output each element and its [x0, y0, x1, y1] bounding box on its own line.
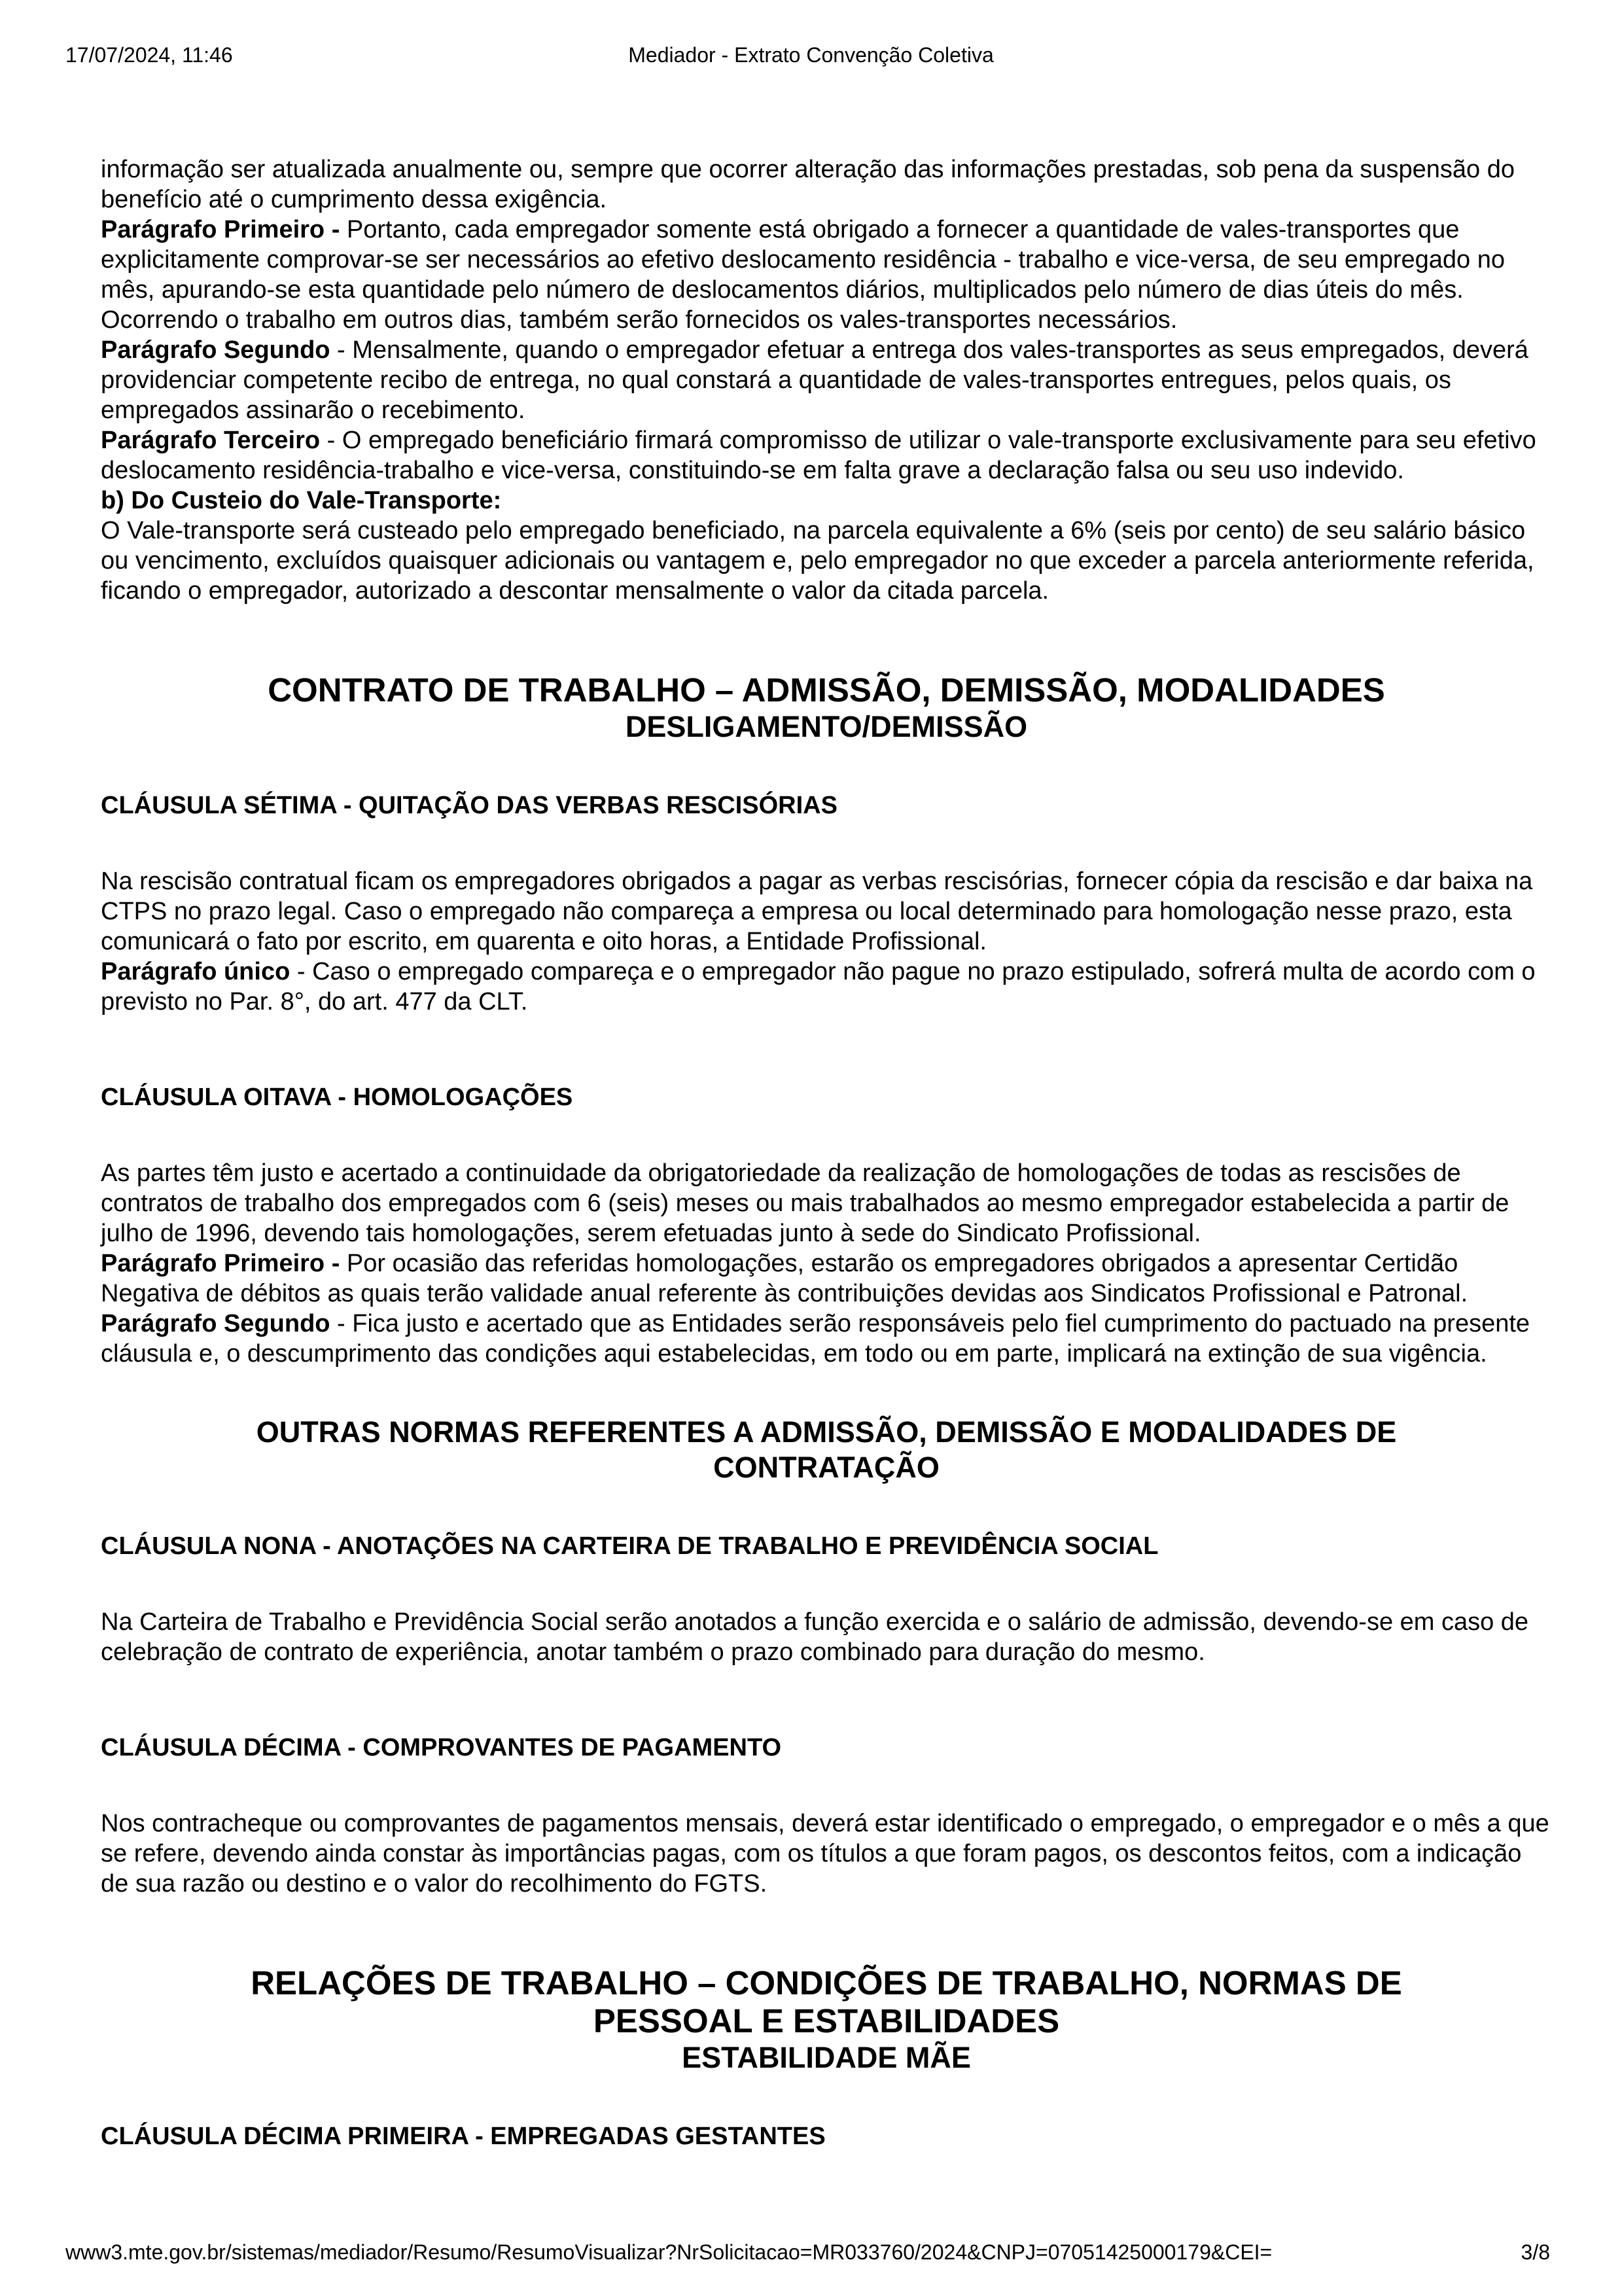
- paragraph-text: Por ocasião das referidas homologações, estarão os empregadores obrigados a apresentar Certidão Negativa de débitos as quais terão validade anual referente às contribuições devidas aos Sindicatos Profissional e Patronal.: [101, 1250, 1468, 1307]
- print-footer-url: www3.mte.gov.br/sistemas/mediador/Resumo/ResumoVisualizar?NrSolicitacao=MR033760/2024&CNPJ=07051425000179&CEI=: [65, 2240, 1273, 2264]
- paragraph-label: Parágrafo Primeiro -: [101, 216, 340, 243]
- paragraph-terceiro: [101, 425, 1552, 486]
- section-title-contrato: CONTRATO DE TRABALHO – ADMISSÃO, DEMISSÃO, MODALIDADES: [268, 671, 1385, 709]
- paragraph-label: Parágrafo único: [101, 958, 291, 985]
- print-footer-page-number: 3/8: [1521, 2240, 1550, 2264]
- clause-body-nona: Na Carteira de Trabalho e Previdência Social serão anotados a função exercida e o salário de admissão, devendo-se em caso de celebração de contrato de experiência, anotar também o prazo combinado para duração do mesmo.: [101, 1608, 1529, 1666]
- clause-title-oitava: CLÁUSULA OITAVA - HOMOLOGAÇÕES: [101, 1084, 573, 1111]
- clause-title-setima: CLÁUSULA SÉTIMA - QUITAÇÃO DAS VERBAS RESCISÓRIAS: [101, 792, 837, 819]
- custeio-paragraph: O Vale-transporte será custeado pelo empregado beneficiado, na parcela equivalente a 6% (seis por cento) de seu salário básico ou vencimento, excluídos quaisquer adicionais ou vantagem e, pelo empregador no que exceder a parcela anteriormente referida, ficando o empregador, autorizado a descontar mensalmente o valor da citada parcela.: [101, 517, 1534, 605]
- print-header-datetime: 17/07/2024, 11:46: [65, 43, 233, 67]
- section-title-relacoes: RELAÇÕES DE TRABALHO – CONDIÇÕES DE TRABALHO, NORMAS DE PESSOAL E ESTABILIDADES: [251, 1964, 1402, 2040]
- print-header-title: Mediador - Extrato Convenção Coletiva: [628, 43, 994, 67]
- clause-body-oitava: As partes têm justo e acertado a continuidade da obrigatoriedade da realização de homologações de todas as rescisões de contratos de trabalho dos empregados com 6 (seis) meses ou mais trabalhados ao mesmo empregador estabelecida a partir de julho de 1996, devendo tais homologações, serem efetuadas junto à sede do Sindicato Profissional.: [101, 1159, 1509, 1247]
- section-title-outras-normas: OUTRAS NORMAS REFERENTES A ADMISSÃO, DEMISSÃO E MODALIDADES DE CONTRATAÇÃO: [256, 1415, 1397, 1484]
- clause-title-decima-primeira: CLÁUSULA DÉCIMA PRIMEIRA - EMPREGADAS GESTANTES: [101, 2123, 826, 2150]
- custeio-heading: b) Do Custeio do Vale-Transporte:: [101, 487, 502, 514]
- paragraph-unico: [101, 957, 1552, 1017]
- paragraph-primeiro-oitava: [101, 1248, 1552, 1309]
- clause-body-setima: Na rescisão contratual ficam os empregadores obrigados a pagar as verbas rescisórias, fornecer cópia da rescisão e dar baixa na CTPS no prazo legal. Caso o empregado não compareça a empresa ou local determinado para homologação nesse prazo, esta comunicará o fato por escrito, em quarenta e oito horas, a Entidade Profissional.: [101, 868, 1533, 955]
- paragraph-text: - Caso o empregado compareça e o empregador não pague no prazo estipulado, sofrerá multa de acordo com o previsto no Par. 8°, do art. 477 da CLT.: [101, 958, 1536, 1016]
- clause-title-nona: CLÁUSULA NONA - ANOTAÇÕES NA CARTEIRA DE TRABALHO E PREVIDÊNCIA SOCIAL: [101, 1532, 1159, 1560]
- paragraph-text: - Fica justo e acertado que as Entidades serão responsáveis pelo fiel cumprimento do pactuado na presente cláusula e, o descumprimento das condições aqui estabelecidas, em todo ou em parte, implicará na extinção de sua vigência.: [101, 1310, 1530, 1368]
- paragraph-segundo-oitava: [101, 1309, 1552, 1369]
- paragraph-primeiro: [101, 215, 1552, 335]
- clause-title-decima: CLÁUSULA DÉCIMA - COMPROVANTES DE PAGAMENTO: [101, 1734, 782, 1761]
- paragraph-text: - Mensalmente, quando o empregador efetuar a entrega dos vales-transportes as seus empregados, deverá providenciar competente recibo de entrega, no qual constará a quantidade de vales-transportes entregues, pelos quais, os empregados assinarão o recebimento.: [101, 336, 1528, 424]
- paragraph-label: Parágrafo Segundo: [101, 1310, 330, 1337]
- section-subtitle-desligamento: DESLIGAMENTO/DEMISSÃO: [625, 710, 1028, 743]
- document-body: [101, 154, 1552, 2151]
- section-subtitle-estabilidade: ESTABILIDADE MÃE: [682, 2041, 971, 2074]
- paragraph-segundo: [101, 335, 1552, 425]
- paragraph-label: Parágrafo Primeiro -: [101, 1250, 340, 1277]
- paragraph-text: - O empregado beneficiário firmará compromisso de utilizar o vale-transporte exclusivamente para seu efetivo deslocamento residência-trabalho e vice-versa, constituindo-se em falta grave a declaração falsa ou seu uso indevido.: [101, 427, 1536, 484]
- paragraph-continuation: informação ser atualizada anualmente ou, sempre que ocorrer alteração das informações prestadas, sob pena da suspensão do benefício até o cumprimento dessa exigência.: [101, 156, 1515, 213]
- paragraph-text: Portanto, cada empregador somente está obrigado a fornecer a quantidade de vales-transportes que explicitamente comprovar-se ser necessários ao efetivo deslocamento residência - trabalho e vice-versa, de seu empregado no mês, apurando-se esta quantidade pelo número de deslocamentos diários, multiplicados pelo número de dias úteis do mês. Ocorrendo o trabalho em outros dias, também serão fornecidos os vales-transportes necessários.: [101, 216, 1505, 334]
- clause-body-decima: Nos contracheque ou comprovantes de pagamentos mensais, deverá estar identificado o empregado, o empregador e o mês a que se refere, devendo ainda constar às importâncias pagas, com os títulos a que foram pagos, os descontos feitos, com a indicação de sua razão ou destino e o valor do recolhimento do FGTS.: [101, 1810, 1549, 1898]
- paragraph-label: Parágrafo Segundo: [101, 336, 330, 364]
- paragraph-label: Parágrafo Terceiro: [101, 427, 321, 454]
